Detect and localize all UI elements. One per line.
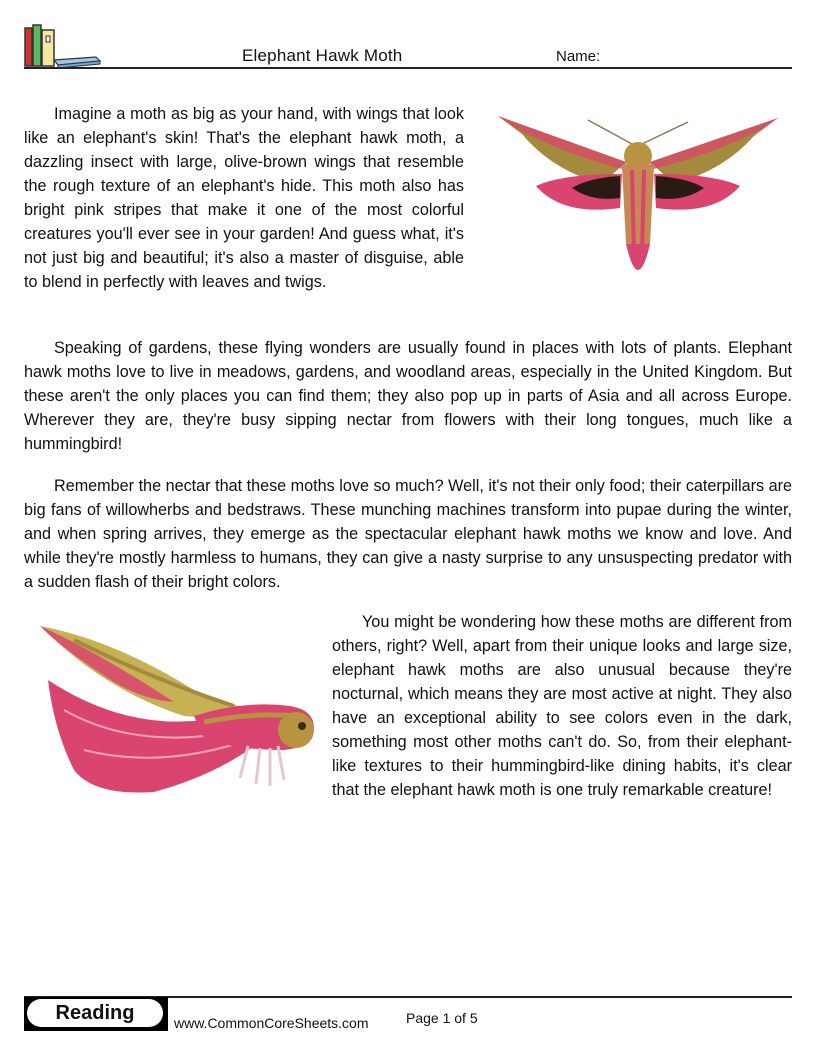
paragraph-3: Remember the nectar that these moths love so much? Well, it's not their only food; their caterpillars are big fans of willowherbs and bedstraws. These munching machines transform into pupae during the winter, and when spring arrives, they emerge as the spectacular elephant hawk moths we know and love. And while they're mostly harmless to humans, they can give a nasty surprise to any unsuspecting predator with a sudden flash of their bright colors. [24,477,792,591]
name-label: Name: [556,48,601,65]
books-icon [24,24,104,68]
page-number: Page 1 of 5 [406,1010,478,1026]
paragraph-1: Imagine a moth as big as your hand, with wings that look like an elephant's skin! That's the elephant hawk moth, a dazzling insect with large, olive-brown wings that resemble the rough texture of an elephant's hide. This moth also has bright pink stripes that make it one of the most colorful creatures you'll ever see in your garden! And guess what, it's not just big and beautiful; it's also a master of disguise, able to blend in perfectly with leaves and twigs. [24,105,464,291]
page-title: Elephant Hawk Moth [242,46,403,65]
site-url: www.CommonCoreSheets.com [174,1015,369,1031]
paragraph-2: Speaking of gardens, these flying wonders are usually found in places with lots of plants. Elephant hawk moths love to live in meadows, gardens, and woodland areas, especially in the United Kingdom. But these aren't the only places you can find them; they also pop up in parts of Asia and all across Europe. Wherever they are, they're busy sipping nectar from flowers with their long tongues, much like a hummingbird! [24,339,792,453]
moth-top-view-image [492,104,784,296]
worksheet-header [24,22,792,68]
paragraph-4: You might be wondering how these moths are different from others, right? Well, apart from their unique looks and large size, elephant hawk moths are also unusual because they're nocturnal, which means they are most active at night. They also have an exceptional ability to see colors even in the dark, something most other moths can't do. So, from their elephant-like textures to their hummingbird-like dining habits, it's clear that the elephant hawk moth is one truly remarkable creature! [332,613,792,799]
moth-side-view-image [34,620,320,798]
header-divider [24,67,792,69]
subject-badge-label: Reading [27,999,163,1027]
subject-badge [24,997,168,1031]
